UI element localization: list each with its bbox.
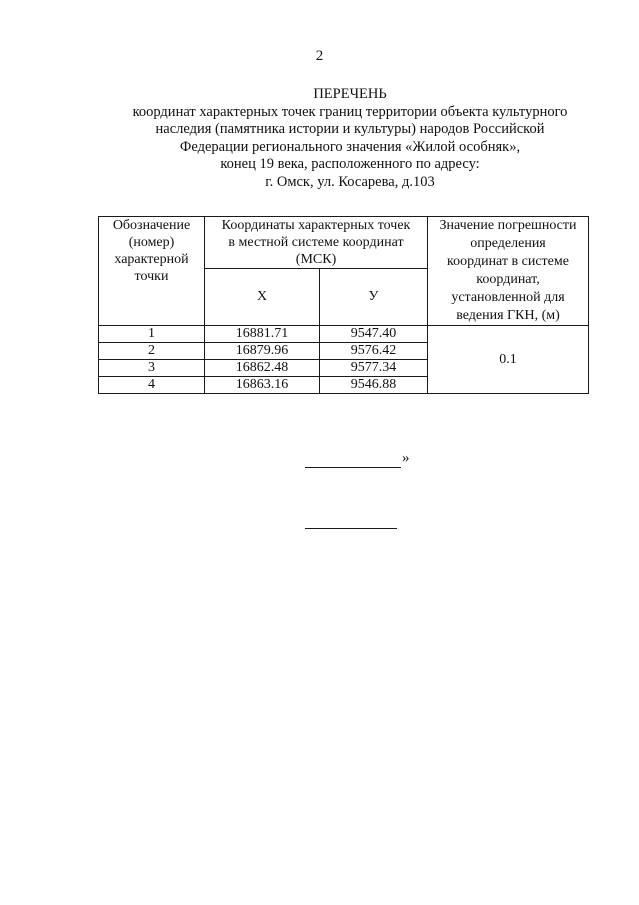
heading-title: ПЕРЕЧЕНЬ xyxy=(313,86,387,102)
header-coordinates: Координаты характерных точек в местной системе координат (МСК) xyxy=(205,217,428,269)
cell-x: 16863.16 xyxy=(205,377,320,394)
page-number: 2 xyxy=(315,48,324,64)
coordinates-table xyxy=(98,216,589,394)
header-x: X xyxy=(205,269,320,326)
cell-y: 9576.42 xyxy=(320,343,428,360)
cell-y: 9577.34 xyxy=(320,360,428,377)
cell-x: 16881.71 xyxy=(205,326,320,343)
header-point-designation: Обозначение (номер) характерной точки xyxy=(99,217,205,326)
table-row xyxy=(99,326,589,343)
cell-y: 9547.40 xyxy=(320,326,428,343)
heading-line: г. Омск, ул. Косарева, д.103 xyxy=(265,173,435,190)
signature-line xyxy=(305,467,401,468)
closing-quote: » xyxy=(402,450,410,466)
cell-error-value: 0.1 xyxy=(428,326,589,394)
cell-y: 9546.88 xyxy=(320,377,428,394)
heading-line: координат характерных точек границ территории объекта культурного xyxy=(132,103,568,120)
header-error-value: Значение погрешности определения координат в системе координат, установленной для ведения ГКН, (м) xyxy=(428,217,589,326)
document-heading xyxy=(60,86,639,191)
heading-line: наследия (памятника истории и культуры) народов Российской xyxy=(155,121,545,137)
cell-point: 4 xyxy=(99,377,205,394)
cell-point: 3 xyxy=(99,360,205,377)
header-y: У xyxy=(320,269,428,326)
end-divider-line xyxy=(305,528,397,529)
heading-line: Федерации регионального значения «Жилой особняк», xyxy=(179,138,521,155)
cell-point: 2 xyxy=(99,343,205,360)
cell-point: 1 xyxy=(99,326,205,343)
heading-line: конец 19 века, расположенного по адресу: xyxy=(220,156,480,172)
cell-x: 16879.96 xyxy=(205,343,320,360)
cell-x: 16862.48 xyxy=(205,360,320,377)
